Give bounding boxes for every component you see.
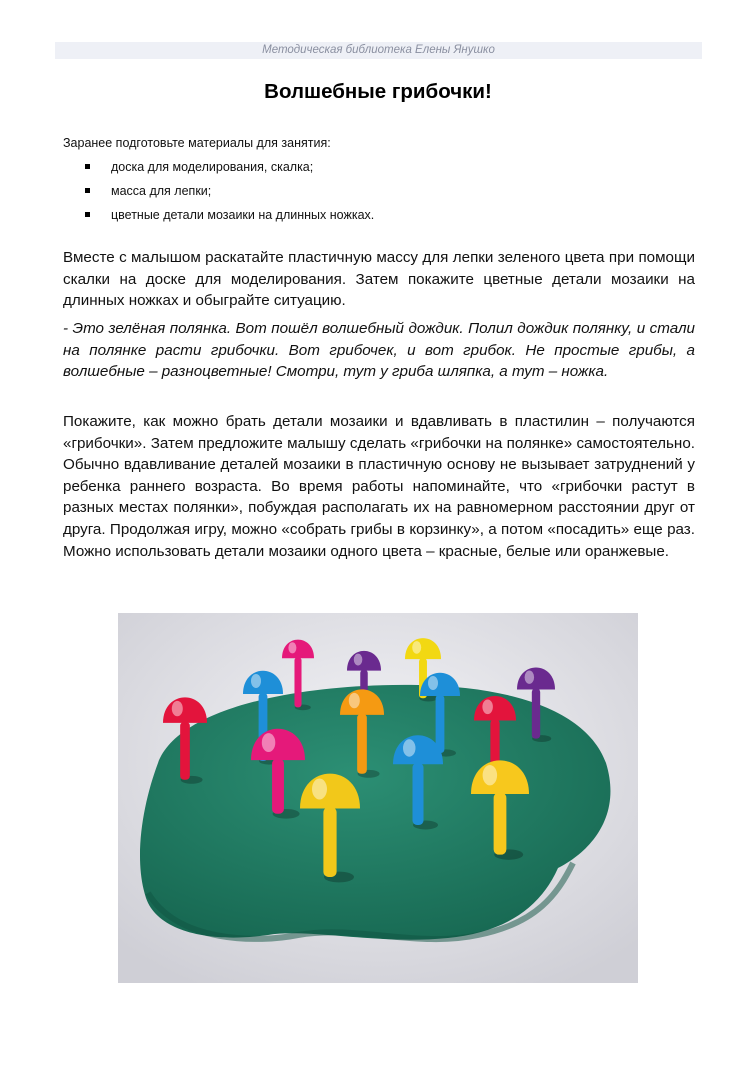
mushroom-highlight	[403, 739, 416, 757]
mushroom-highlight	[288, 642, 296, 653]
mushroom-stem	[180, 722, 190, 780]
library-header: Методическая библиотека Елены Янушко	[262, 44, 495, 56]
mushroom-highlight	[428, 676, 438, 690]
mushroom-highlight	[349, 693, 360, 708]
mushroom-stem	[413, 763, 424, 825]
mushroom-stem	[323, 807, 336, 877]
list-item: масса для лепки;	[85, 182, 374, 206]
mushroom-highlight	[172, 701, 183, 716]
bullet-icon	[85, 164, 90, 169]
mushroom-highlight	[251, 674, 261, 688]
mushroom-stem	[436, 695, 445, 753]
mushroom-highlight	[412, 641, 421, 654]
paragraph-activity: Покажите, как можно брать детали мозаики и вдавливать в пластилин – получаются «грибочки». Затем предложите малышу сделать «грибочки на полянке» самостоятельно. Обычно вдавливание деталей мозаики в пластичную основу не вызывает затруднений у ребенка раннего возраста. Во время работы напоминайте, что «грибочки растут в разных местах полянки», побуждая располагать их на равномерном расстоянии друг от друга. Продолжая игру, можно «собрать грибы в корзинку», а потом «посадить» еще раз. Можно использовать детали мозаики одного цвета – красные, белые или оранжевые.	[63, 413, 695, 560]
mushroom-stem	[294, 657, 301, 707]
mushroom-highlight	[262, 733, 276, 752]
mushrooms-photo	[118, 613, 638, 983]
materials-list	[85, 158, 374, 230]
photo-illustration	[118, 613, 638, 983]
mushroom-highlight	[482, 699, 493, 714]
bullet-icon	[85, 188, 90, 193]
mushroom-highlight	[354, 654, 363, 666]
mushroom-stem	[357, 714, 367, 774]
mushroom-highlight	[312, 779, 327, 800]
paragraph-instructions: Вместе с малышом раскатайте пластичную массу для лепки зеленого цвета при помощи скалки на доске для моделирования. Затем покажите цветные детали мозаики на длинных ножках и обыграйте ситуацию.	[63, 249, 695, 310]
page-title: Волшебные грибочки!	[264, 80, 492, 103]
paragraph-dialogue: - Это зелёная полянка. Вот пошёл волшебный дождик. Полил дождик полянку, и стали на полянке расти грибочки. Вот грибочек, и вот грибок. Не простые грибы, а волшебные – разноцветные! Смотри, тут у гриба шляпка, а тут – ножка.	[63, 320, 695, 381]
mushroom-stem	[490, 719, 499, 765]
list-item: цветные детали мозаики на длинных ножках.	[85, 206, 374, 230]
mushroom-stem	[272, 759, 284, 814]
header-band	[55, 42, 702, 59]
mushroom-stem	[494, 793, 507, 855]
mushroom-highlight	[483, 765, 498, 785]
mushroom-highlight	[525, 671, 535, 684]
materials-intro: Заранее подготовьте материалы для занятия:	[63, 136, 331, 150]
mushroom-stem	[532, 689, 540, 739]
list-item: доска для моделирования, скалка;	[85, 158, 374, 182]
bullet-icon	[85, 212, 90, 217]
